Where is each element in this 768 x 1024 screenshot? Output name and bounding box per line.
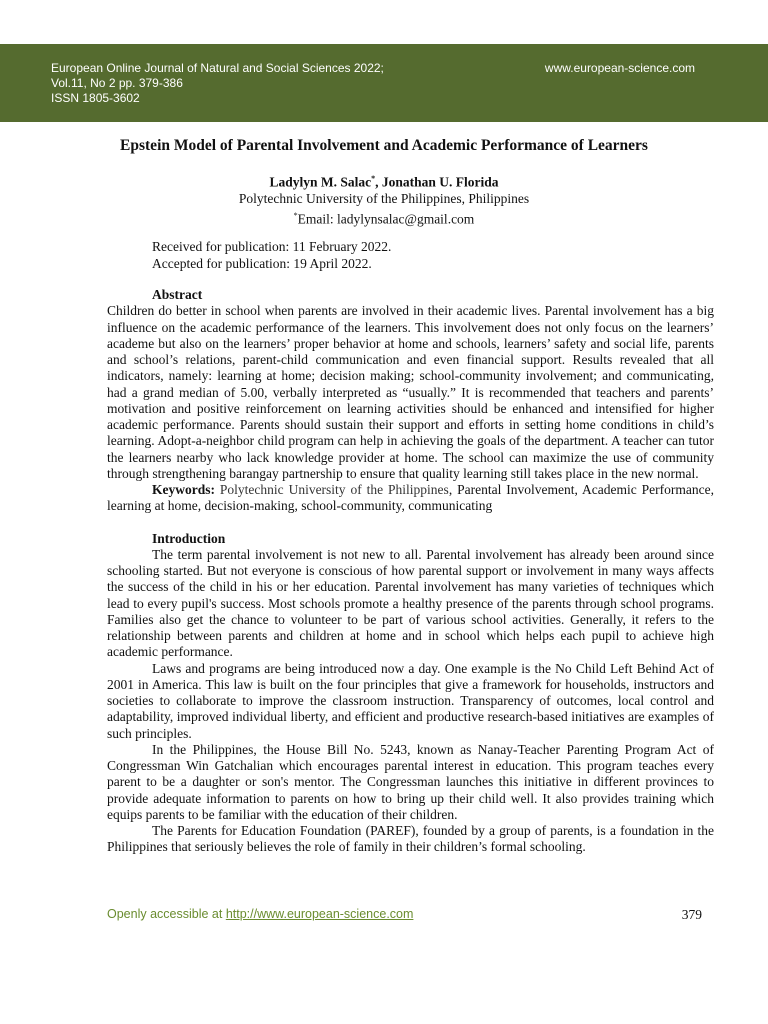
author-names bbox=[0, 171, 768, 191]
keywords bbox=[107, 482, 714, 515]
keywords-list: , Parental Involvement, Academic Performance, learning at home, decision-making, school-community, communicating bbox=[107, 482, 714, 514]
journal-website: www.european-science.com bbox=[544, 61, 695, 75]
accepted-date: Accepted for publication: 19 April 2022. bbox=[152, 255, 372, 271]
open-access-note bbox=[107, 907, 413, 921]
intro-paragraph-4: The Parents for Education Foundation (PAREF), founded by a group of parents, is a foundation in the Philippines that seriously believes the role of family in their children’s formal schooling. bbox=[107, 823, 714, 855]
abstract-heading: Abstract bbox=[152, 287, 203, 302]
received-date: Received for publication: 11 February 2022. bbox=[152, 239, 392, 254]
email-line bbox=[0, 208, 768, 228]
journal-issn: ISSN 1805-3602 bbox=[51, 91, 140, 105]
journal-header-band bbox=[0, 44, 768, 122]
email: Email: ladylynsalac@gmail.com bbox=[297, 211, 475, 226]
corresponding-mark: * bbox=[371, 174, 376, 183]
page-number: 379 bbox=[681, 907, 702, 922]
article-body bbox=[107, 287, 714, 856]
access-text: Openly accessible at bbox=[107, 907, 226, 921]
publication-dates bbox=[152, 239, 391, 272]
author-2: , Jonathan U. Florida bbox=[375, 174, 499, 190]
intro-paragraph-2: Laws and programs are being introduced now a day. One example is the No Child Left Behind Act of 2001 in America. This law is built on the four principles that give a framework for households, instructors and societies to collaborate to improve the classroom instruction. Transparency of outcomes, local control and adaptability, improved individual liberty, and efficient and productive research-based initiatives are examples of such principles. bbox=[107, 660, 714, 741]
journal-volume: Vol.11, No 2 pp. 379-386 bbox=[51, 76, 183, 90]
author-1: Ladylyn M. Salac bbox=[269, 174, 372, 190]
keyword-institution: Polytechnic University of the Philippines bbox=[215, 482, 449, 497]
introduction-heading: Introduction bbox=[152, 530, 226, 546]
journal-link[interactable]: http://www.european-science.com bbox=[225, 907, 414, 921]
email-mark: * bbox=[293, 210, 298, 220]
keywords-label: Keywords: bbox=[152, 482, 215, 497]
author-block bbox=[0, 171, 768, 228]
affiliation: Polytechnic University of the Philippines, Philippines bbox=[238, 191, 530, 206]
intro-paragraph-3: In the Philippines, the House Bill No. 5243, known as Nanay-Teacher Parenting Program Act of Congressman Win Gatchalian which encourages parental interest in education. This program teaches every parent to be a daughter or son's mentor. The Congressman launches this initiative in different provinces to provide adequate information to parents on how to bring up their child well. It also provides training which equips parents to be familiar with the education of their children. bbox=[107, 741, 714, 822]
journal-name: European Online Journal of Natural and Social Sciences 2022; bbox=[51, 61, 384, 75]
journal-info bbox=[51, 61, 384, 106]
abstract-text: Children do better in school when parents are involved in their academic lives. Parental involvement has a big influence on the academic performance of the learners. This involvement does not only focus on the learners’ academe but also on the learners’ proper behavior at home and schools, learners’ safety and social life, parents and school’s relations, parent-child communication and even financial support. Results revealed that all indicators, namely: learning at home; decision making; school-community involvement; and communicating, had a grand median of 5.00, verbally interpreted as “usually.” It is recommended that teachers and parents’ motivation and positive reinforcement on learning activities should be enhanced and intensified for higher academic performance. Parents should sustain their support and efforts in setting home conditions in child’s learning. Adopt-a-neighbor child program can help in achieving the goals of the department. A teacher can tutor the learners nearby who lack knowledge provider at home. The school can maximize the use of community through strengthening barangay partnership to ensure that quality learning still takes place in the new normal. bbox=[107, 303, 714, 481]
article-title: Epstein Model of Parental Involvement and Academic Performance of Learners bbox=[120, 137, 648, 154]
intro-paragraph-1: The term parental involvement is not new to all. Parental involvement has already been around since schooling started. But not everyone is conscious of how parental support or involvement in many ways affects the success of the child in his or her education. Parental involvement has many varieties of techniques which lead to every pupil's success. Most schools promote a healthy presence of the parents through school programs. Families also get the chance to volunteer to be part of various school activities. Generally, it refers to the relationship between parents and children at home and in school which helps each pupil to achieve high academic performance. bbox=[107, 546, 714, 660]
